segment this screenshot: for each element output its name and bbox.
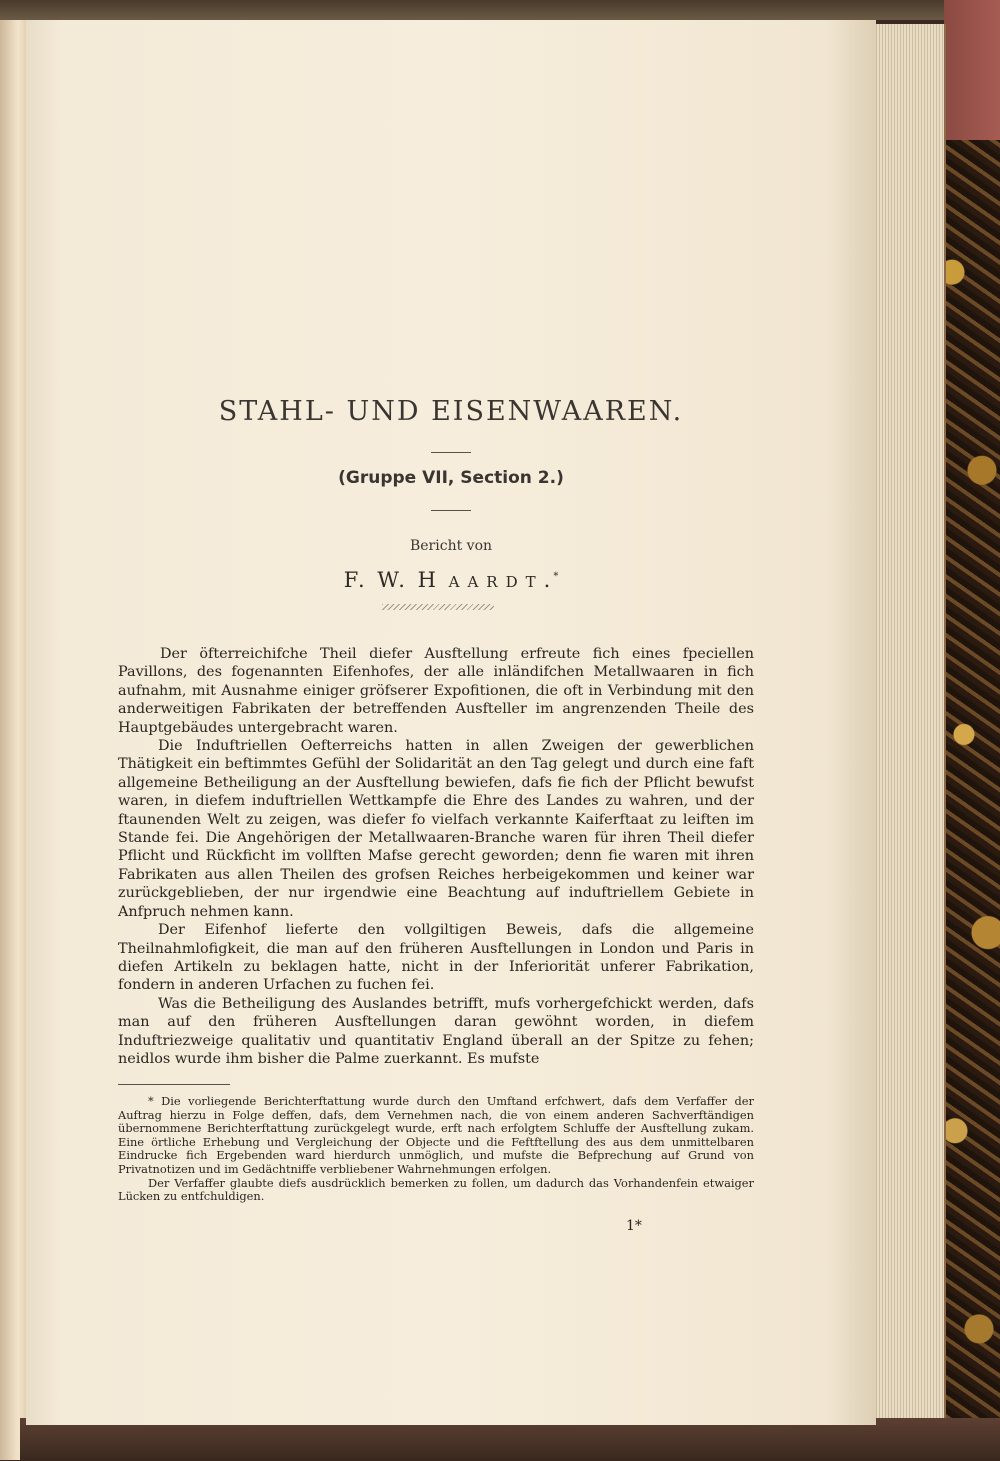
paragraph: Was die Betheiligung des Auslandes betrifft, mufs vorhergefchickt werden, dafs man auf den früheren Ausftellungen daran gewöhnt worden, in diefem Induftriezweige qualitativ und quantitativ England überall an der Spitze zu fehen; neidlos wurde ihm bisher die Palme zuerkannt. Es mufste: [118, 995, 754, 1067]
subtitle-rule: [431, 510, 471, 511]
left-page-edge: [0, 20, 27, 1460]
author-suffix: .: [543, 568, 554, 592]
page-title: STAHL- UND EISENWAAREN.: [218, 396, 684, 427]
author-surname-rest: AARDT: [448, 573, 544, 591]
footnote-mark: *: [553, 571, 559, 582]
book-cover-right: [944, 0, 1000, 160]
footnote: Der Verfaffer glaubte diefs ausdrücklich bemerken zu follen, um dadurch das Vorhandenfein etwaiger Lücken zu entfchuldigen.: [118, 1175, 754, 1204]
author-surname-initial: H: [417, 568, 439, 592]
report-by-label: Bericht von: [409, 538, 493, 554]
book-top-edge: [0, 0, 1000, 20]
page-stack-edge: [874, 24, 946, 1419]
signature-mark: 1*: [626, 1218, 642, 1234]
title-rule: [431, 452, 471, 453]
footnote: * Die vorliegende Berichterftattung wurde durch den Umftand erfchwert, dafs dem Verfaffer der Auftrag hierzu in Folge deffen, dafs, dem Vernehmen nach, die von einem anderen Sachverftändigen übernommene Berichterftattung zurückgelegt wurde, erft nach erfolgtem Schluffe der Ausftellung zukam. Eine örtliche Erhebung und Vergleichung der Objecte und die Feftftellung des aus dem unmittelbaren Eindrucke fich Ergebenden ward hierdurch unmöglich, und mufste die Befprechung auf Grund von Privatnotizen und im Gedächtniffe verbliebener Wahrnehmungen erfolgen.: [118, 1094, 754, 1176]
paragraph: Die Induftriellen Oefterreichs hatten in allen Zweigen der gewerblichen Thätigkeit ein beftimmtes Gefühl der Solidarität an den Tag gelegt und durch eine faft allgemeine Betheiligung an der Ausftellung bewiefen, dafs fie fich der Pflicht bewufst waren, in diefem induftriellen Wettkampfe die Ehre des Landes zu wahren, und der ftaunenden Welt zu zeigen, was diefer fo vielfach verkannte Kaiferftaat zu leiften im Stande fei. Die Angehörigen der Metallwaaren-Branche waren für ihren Theil diefer Pflicht und Rückficht im vollften Mafse gerecht geworden; denn fie waren mit ihren Fabrikaten aus allen Theilen des grofsen Reiches herbeigekommen und keiner war zurückgeblieben, der nur irgendwie eine Beachtung auf induftriellem Gebiete in Anfpruch nehmen kann.: [118, 738, 754, 920]
ornamental-divider: [382, 604, 494, 610]
book-page: [26, 20, 876, 1425]
body-text: [118, 645, 754, 1068]
footnotes: [118, 1095, 754, 1204]
paragraph: Der öfterreichifche Theil diefer Ausftellung erfreute fich eines fpeciellen Pavillons, des fogenannten Eifenhofes, der alle inländifchen Metallwaaren in fich aufnahm, mit Ausnahme einiger gröfserer Expofitionen, die oft in Verbindung mit den anderweitigen Fabrikaten der betreffenden Ausfteller im angrenzenden Theile des Hauptgebäudes untergebracht waren.: [118, 646, 754, 736]
footnote-rule: [118, 1084, 230, 1085]
section-subtitle: (Gruppe VII, Section 2.): [338, 468, 564, 488]
author-name: [26, 568, 876, 592]
marbled-cover: [940, 140, 1000, 1461]
paragraph: Der Eifenhof lieferte den vollgiltigen Beweis, dafs die allgemeine Theilnahmlofigkeit, die man auf den früheren Ausftellungen in London und Paris in diefen Artikeln zu beklagen hatte, nicht in der Inferiorität unferer Fabrikation, fondern in anderen Urfachen zu fuchen fei.: [118, 922, 754, 994]
author-initials: F. W.: [343, 568, 418, 592]
